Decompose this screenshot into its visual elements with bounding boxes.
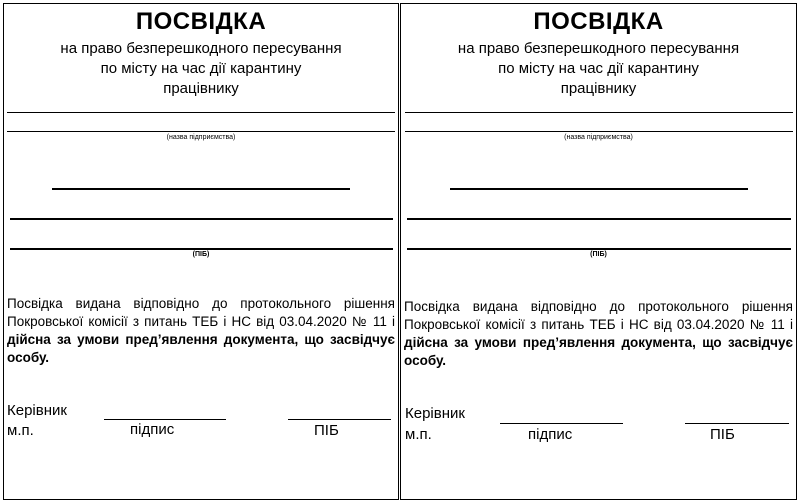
enterprise-line-1 [7, 112, 395, 113]
paragraph-bold-text: дійсна за умови пред’явлення документа, що засвідчує особу. [404, 335, 793, 368]
position-line [450, 188, 748, 190]
position-line [52, 188, 350, 190]
certificate-card-right [400, 3, 797, 500]
enterprise-caption: (назва підприємства) [166, 134, 236, 141]
subtitle-line: на право безперешкодного пересування [457, 40, 740, 57]
certificate-paragraph [7, 295, 395, 367]
subtitle-line: по місту на час дії карантину [498, 60, 699, 77]
name-line-2 [10, 248, 393, 250]
enterprise-line-1 [405, 112, 793, 113]
name-line-1 [407, 218, 791, 220]
manager-label: Керівник [405, 405, 465, 422]
signature-line [104, 419, 226, 420]
signature-line [500, 423, 623, 424]
name-line-1 [10, 218, 393, 220]
signature-caption: підпис [130, 421, 175, 438]
certificate-subtitle [401, 39, 796, 99]
enterprise-caption: (назва підприємства) [564, 134, 633, 141]
name-sign-line [685, 423, 789, 424]
name-caption: (ПІБ) [590, 251, 607, 258]
name-line-2 [407, 248, 791, 250]
stamp-label: м.п. [7, 422, 34, 439]
name-sign-caption: ПІБ [314, 422, 339, 439]
paragraph-bold-text: дійсна за умови пред’явлення документа, що засвідчує особу. [7, 332, 395, 365]
subtitle-line: на право безперешкодного пересування [60, 40, 342, 57]
certificate-title: ПОСВІДКА [533, 8, 664, 35]
manager-label: Керівник [7, 402, 67, 419]
subtitle-line: працівнику [560, 80, 637, 97]
subtitle-line: по місту на час дії карантину [100, 60, 302, 77]
stamp-label: м.п. [405, 426, 432, 443]
certificate-title: ПОСВІДКА [135, 8, 267, 35]
name-sign-line [288, 419, 391, 420]
enterprise-line-2 [405, 131, 793, 132]
signature-caption: підпис [528, 426, 573, 443]
paragraph-text: Посвідка видана відповідно до протокольного рішення Покровської комісії з питань ТЕБ і НС від 03.04.2020 № 11 і [404, 299, 793, 332]
certificate-subtitle [4, 39, 398, 99]
name-caption: (ПІБ) [192, 251, 210, 258]
name-sign-caption: ПІБ [710, 426, 735, 443]
paragraph-text: Посвідка видана відповідно до протокольного рішення Покровської комісії з питань ТЕБ і НС від 03.04.2020 № 11 і [7, 296, 395, 329]
certificate-card-left [3, 3, 399, 500]
subtitle-line: працівнику [163, 80, 239, 97]
enterprise-line-2 [7, 131, 395, 132]
certificate-paragraph [404, 298, 793, 370]
